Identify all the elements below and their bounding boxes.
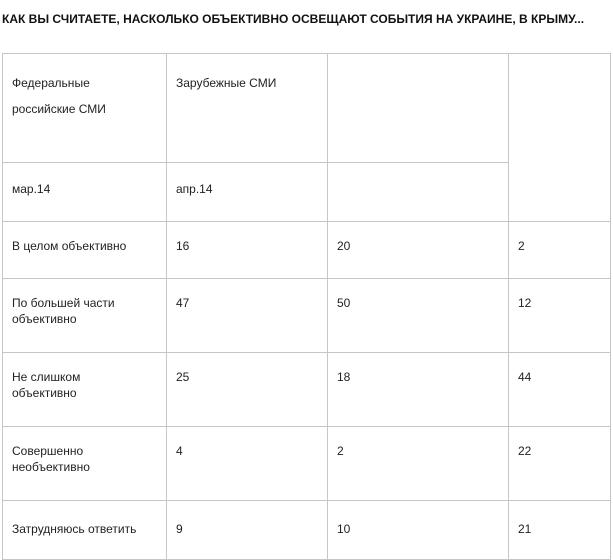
value-cell (328, 279, 509, 353)
period-cell-1 (3, 163, 167, 222)
value-cell (509, 427, 611, 501)
value: 12 (518, 296, 532, 310)
row-label-cell (3, 353, 167, 427)
row-label: Затрудняюсь ответить (12, 522, 137, 536)
value-cell (328, 353, 509, 427)
value-cell (509, 501, 611, 560)
header-cell-empty (328, 54, 509, 163)
header-cell-federal (3, 54, 167, 163)
header-cell-foreign (167, 54, 328, 163)
value-cell (167, 222, 328, 279)
row-label-cell (3, 222, 167, 279)
table-row (3, 279, 611, 353)
row-label-cell (3, 279, 167, 353)
header-col3-label (337, 54, 457, 70)
row-label-cell (3, 501, 167, 560)
survey-table (2, 53, 611, 560)
header-foreign-label: Зарубежные СМИ (176, 76, 277, 90)
table-row (3, 353, 611, 427)
row-label: По большей части объективно (12, 296, 115, 326)
header-cell-empty-tall (509, 54, 611, 222)
value-cell (167, 279, 328, 353)
value: 2 (518, 239, 525, 253)
value-cell (509, 222, 611, 279)
period-cell-3 (328, 163, 509, 222)
value-cell (328, 427, 509, 501)
row-label: Не слишком объективно (12, 370, 81, 400)
table-row (3, 501, 611, 560)
value: 18 (337, 370, 351, 384)
value-cell (328, 501, 509, 560)
value-cell (167, 353, 328, 427)
value-cell (167, 501, 328, 560)
row-label: Совершенно необъективно (12, 444, 90, 474)
value-cell (328, 222, 509, 279)
row-label-cell (3, 427, 167, 501)
value-cell (509, 279, 611, 353)
value: 20 (337, 239, 351, 253)
value: 16 (176, 239, 190, 253)
row-label: В целом объективно (12, 239, 127, 253)
value: 21 (518, 522, 532, 536)
value-cell (167, 427, 328, 501)
value: 50 (337, 296, 351, 310)
period-cell-2 (167, 163, 328, 222)
value: 44 (518, 370, 532, 384)
value: 2 (337, 444, 344, 458)
value: 25 (176, 370, 190, 384)
period-label-1: мар.14 (12, 182, 51, 196)
value: 9 (176, 522, 183, 536)
table-header-row (3, 54, 611, 163)
value-cell (509, 353, 611, 427)
period-label-2: апр.14 (176, 182, 213, 196)
value: 4 (176, 444, 183, 458)
value: 10 (337, 522, 351, 536)
table-row (3, 427, 611, 501)
period-label-3 (337, 163, 508, 181)
value: 47 (176, 296, 190, 310)
table-row (3, 222, 611, 279)
value: 22 (518, 444, 532, 458)
page-title: КАК ВЫ СЧИТАЕТЕ, НАСКОЛЬКО ОБЪЕКТИВНО ОСВЕЩАЮТ СОБЫТИЯ НА УКРАИНЕ, В КРЫМУ... (2, 12, 585, 26)
header-federal-label: Федеральные российские СМИ (12, 76, 106, 116)
header-col4-label (518, 54, 611, 70)
